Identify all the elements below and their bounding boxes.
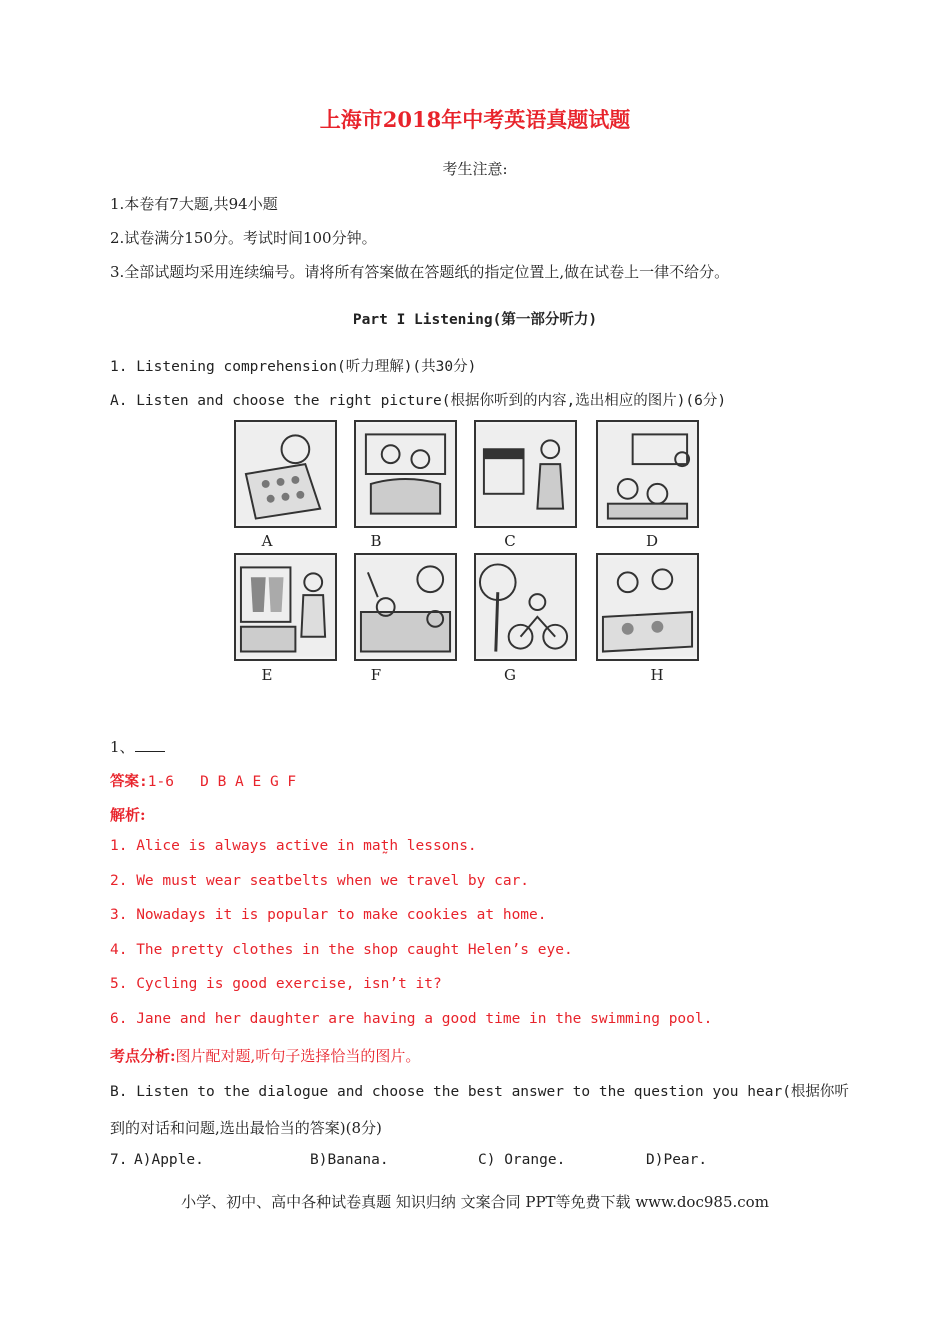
picture-b	[354, 420, 457, 528]
picture-label-a: A	[261, 532, 273, 550]
kaodian-text: 图片配对题,听句子选择恰当的图片。	[175, 1047, 421, 1065]
notice-item-2: 2.试卷满分150分。考试时间100分钟。	[110, 229, 377, 247]
question-7-number: 7.	[110, 1152, 128, 1168]
picture-h	[596, 553, 699, 661]
picture-f	[354, 553, 457, 661]
section-b-heading-line-1: B. Listen to the dialogue and choose the best answer to the question you hear(根据你听	[110, 1084, 849, 1100]
page-title: 上海市2018年中考英语真题试题	[319, 107, 631, 132]
analysis-label: 解析:	[110, 806, 146, 824]
question-1	[110, 736, 165, 757]
picture-label-f: F	[370, 666, 382, 684]
picture-label-b: B	[370, 532, 382, 550]
analysis-sentence-4: 4. The pretty clothes in the shop caught Helen’s eye.	[110, 942, 573, 958]
analysis-sentence-2: 2. We must wear seatbelts when we travel by car.	[110, 873, 530, 889]
option-d[interactable]: D)Pear.	[646, 1152, 708, 1168]
analysis-sentence-3: 3. Nowadays it is popular to make cookies at home.	[110, 907, 547, 923]
section-a-heading: A. Listen and choose the right picture(根据你听到的内容,选出相应的图片)(6分)	[110, 393, 727, 409]
kaodian-line	[110, 1045, 420, 1066]
picture-label-h: H	[650, 666, 664, 684]
question-7	[110, 1152, 708, 1168]
picture-e	[234, 553, 337, 661]
footer: 小学、初中、高中各种试卷真题 知识归纳 文案合同 PPT等免费下载 www.doc985.com	[181, 1193, 769, 1211]
answer-line	[110, 770, 296, 791]
notice-item-3: 3.全部试题均采用连续编号。请将所有答案做在答题纸的指定位置上,做在试卷上一律不给分。	[110, 263, 730, 281]
kaodian-label: 考点分析:	[110, 1047, 176, 1065]
picture-label-g: G	[504, 666, 516, 684]
picture-label-e: E	[261, 666, 273, 684]
analysis-sentence-1: 1. Alice is always active in mat̰h lessons.	[110, 838, 477, 854]
notice-heading: 考生注意:	[442, 160, 508, 178]
answer-label: 答案:	[110, 774, 148, 790]
question-number: 1、	[110, 738, 135, 756]
picture-c	[474, 420, 577, 528]
analysis-sentence-5: 5. Cycling is good exercise, isn’t it?	[110, 976, 442, 992]
picture-label-d: D	[645, 532, 659, 550]
option-a[interactable]: A)Apple.	[134, 1152, 204, 1168]
picture-label-c: C	[504, 532, 516, 550]
picture-d	[596, 420, 699, 528]
part1-heading: Part I Listening(第一部分听力)	[352, 312, 598, 328]
option-c[interactable]: C) Orange.	[478, 1152, 566, 1168]
answer-value: 1-6 D B A E G F	[147, 774, 297, 790]
section-1-heading: 1. Listening comprehension(听力理解)(共30分)	[110, 359, 477, 375]
analysis-sentence-6: 6. Jane and her daughter are having a good time in the swimming pool.	[110, 1011, 713, 1027]
picture-a	[234, 420, 337, 528]
picture-g	[474, 553, 577, 661]
option-b[interactable]: B)Banana.	[310, 1152, 389, 1168]
notice-item-1: 1.本卷有7大题,共94小题	[110, 195, 278, 213]
section-b-heading-line-2: 到的对话和问题,选出最恰当的答案)(8分)	[110, 1119, 382, 1137]
answer-blank[interactable]	[135, 739, 165, 752]
